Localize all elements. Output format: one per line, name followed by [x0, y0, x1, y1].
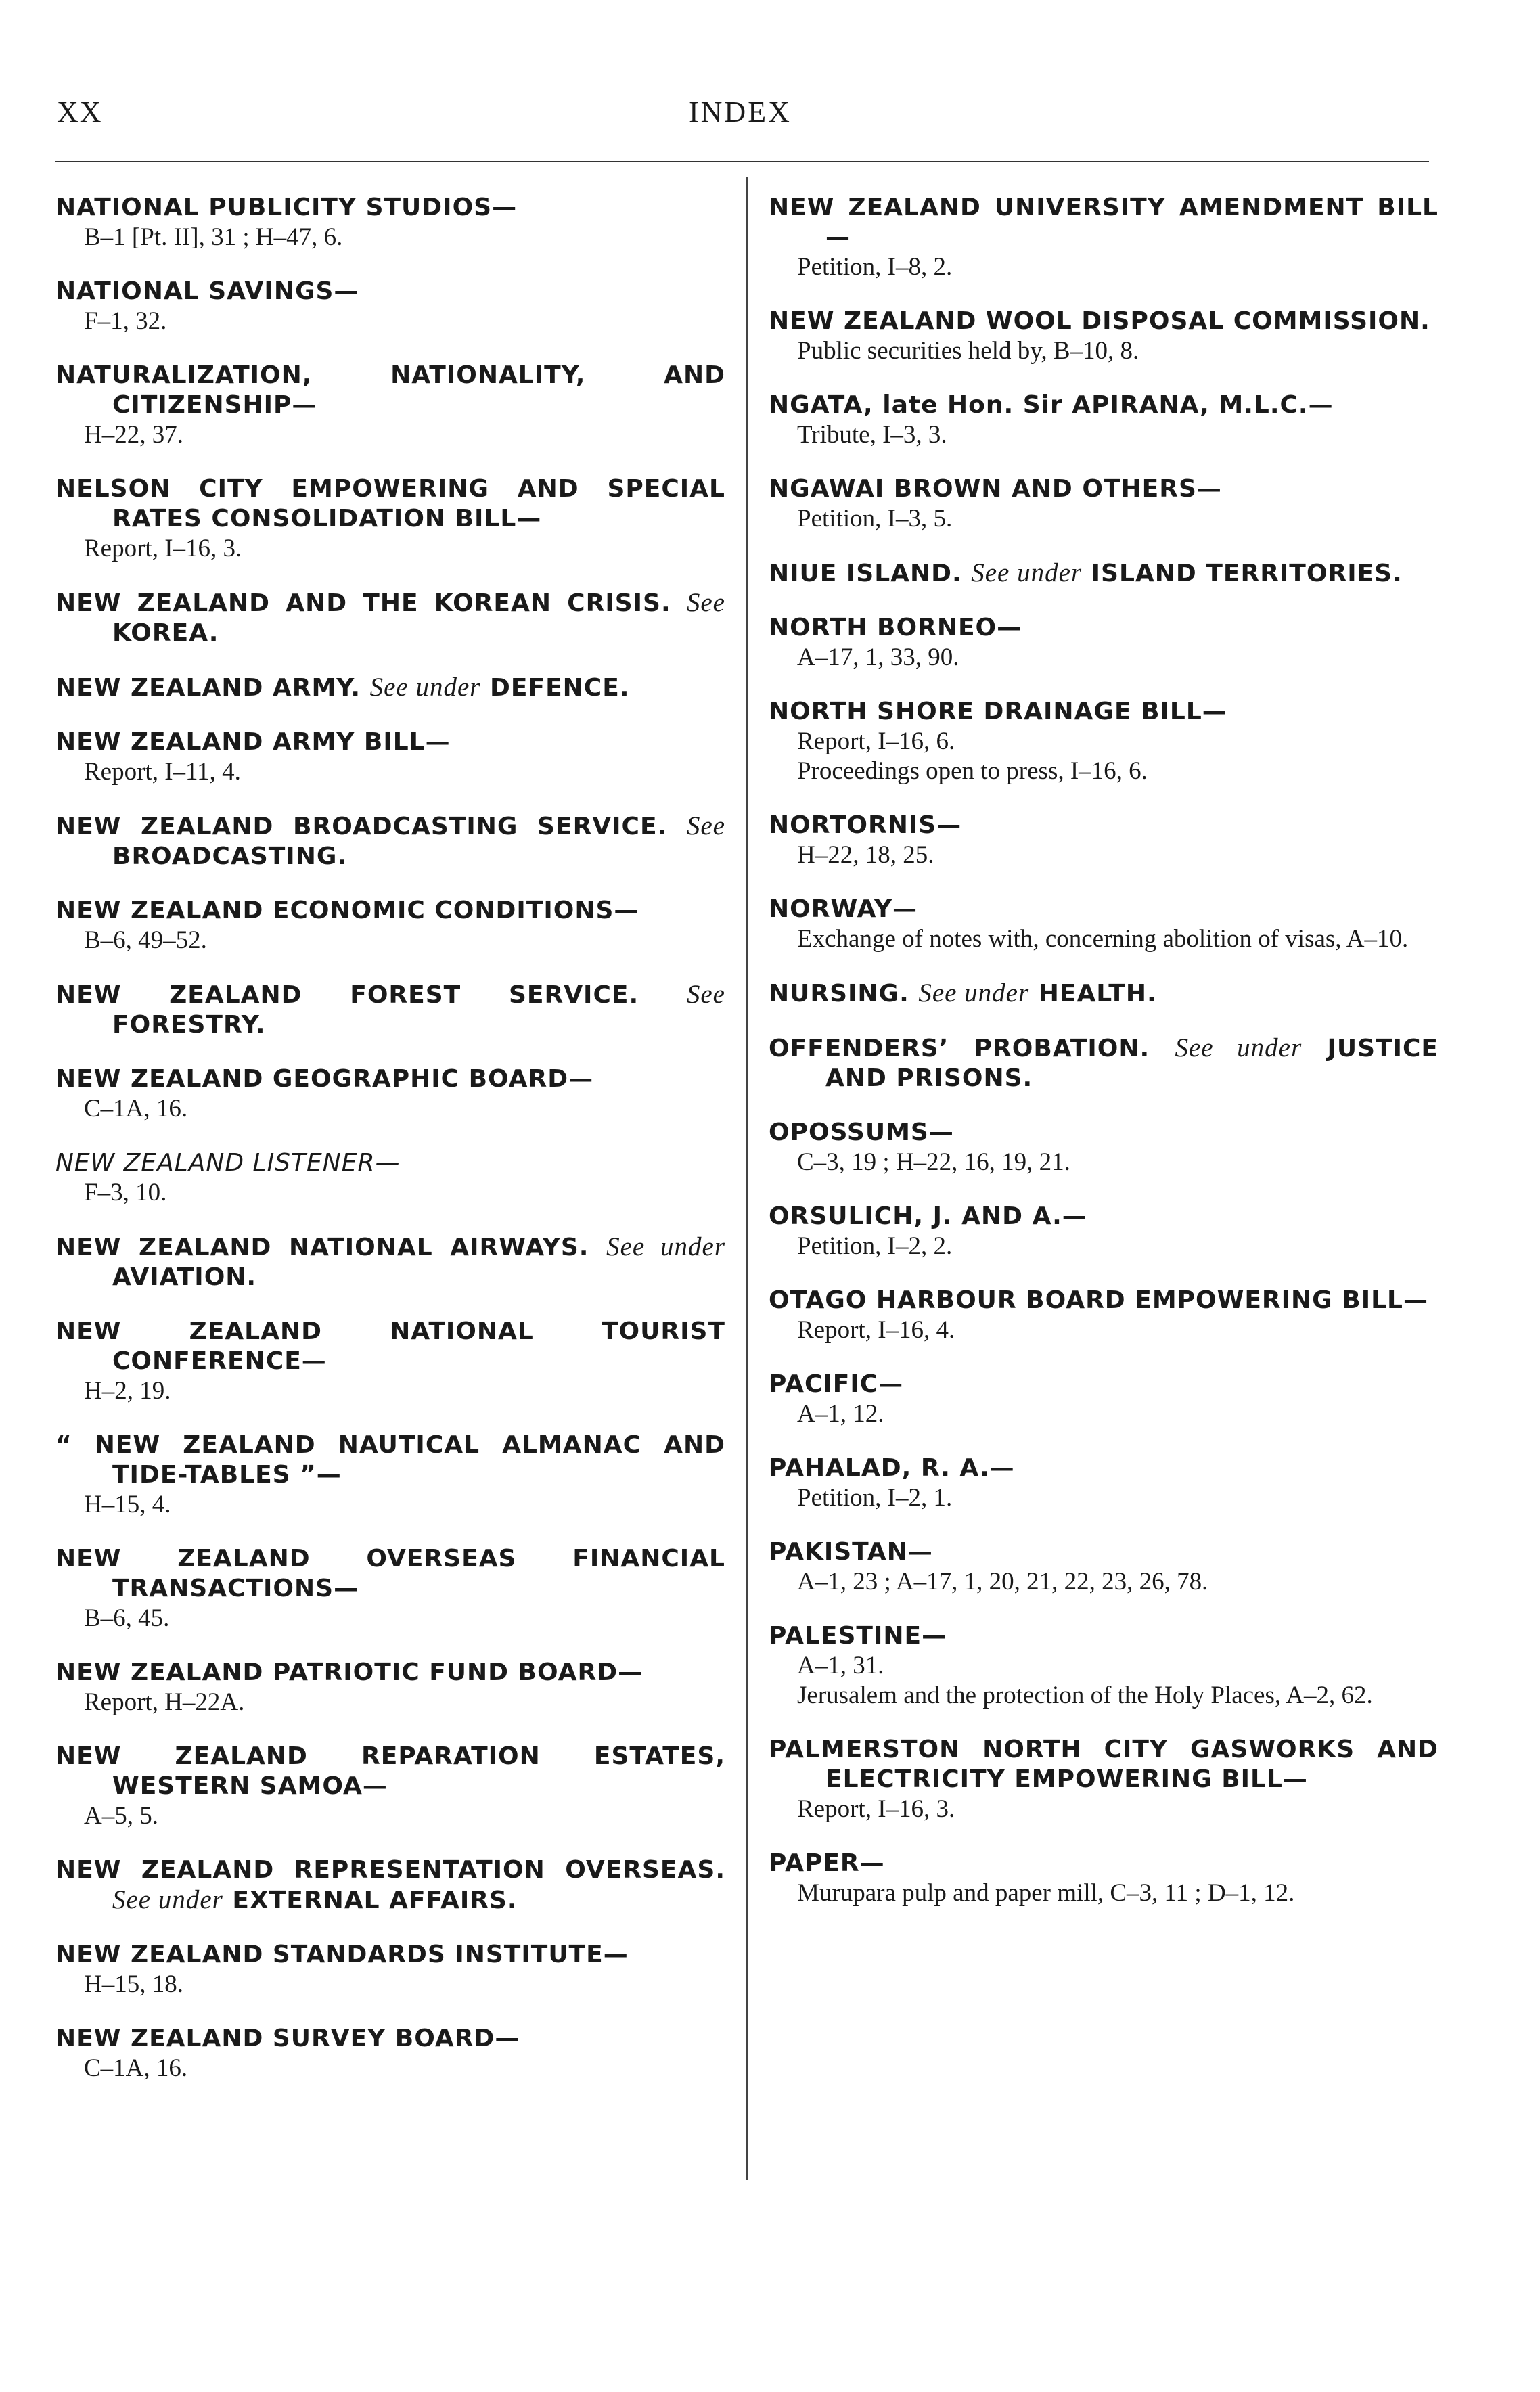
index-entry: [769, 1033, 1439, 1093]
see-reference: See under: [1175, 1033, 1303, 1062]
entry-heading: NEW ZEALAND ECONOMIC CONDITIONS—: [55, 897, 639, 924]
entry-reference: A–1, 12.: [797, 1400, 884, 1428]
header-rule: [55, 161, 1429, 162]
entry-heading: PAKISTAN—: [769, 1538, 933, 1566]
index-entry: [769, 811, 1439, 870]
cross-reference: DEFENCE.: [490, 674, 630, 702]
entry-heading: [55, 1855, 725, 1916]
index-entry: [55, 1064, 725, 1124]
entry-heading: PALMERSTON NORTH CITY GASWORKS AND ELECTRICITY EMPOWERING BILL—: [769, 1736, 1439, 1793]
entry-heading: PAPER—: [769, 1849, 885, 1877]
index-entry: [55, 588, 725, 648]
entry-heading: NEW ZEALAND WOOL DISPOSAL COMMISSION.: [769, 307, 1430, 335]
index-entry: [55, 1430, 725, 1520]
index-entry: [55, 1855, 725, 1916]
entry-heading: PALESTINE—: [769, 1622, 947, 1650]
entry-reference: Report, H–22A.: [84, 1688, 245, 1716]
see-reference: See under: [369, 673, 481, 702]
entry-heading: [55, 980, 725, 1040]
entry-reference: Proceedings open to press, I–16, 6.: [797, 757, 1148, 785]
index-entry: [769, 1370, 1439, 1429]
entry-heading: NORTORNIS—: [769, 811, 962, 839]
index-entry: [769, 193, 1439, 282]
heading-text: NEW ZEALAND FOREST SERVICE.: [55, 981, 639, 1009]
see-reference: See under: [971, 558, 1083, 587]
cross-reference: KOREA.: [112, 619, 219, 647]
index-entry: [769, 1118, 1439, 1177]
entry-reference: H–15, 4.: [84, 1491, 171, 1518]
column-divider: [746, 177, 748, 2180]
index-entry: [769, 1735, 1439, 1824]
entry-heading: NATIONAL PUBLICITY STUDIOS—: [55, 194, 518, 221]
entry-heading: NGATA, late Hon. Sir APIRANA, M.L.C.—: [769, 391, 1334, 419]
entry-reference: C–3, 19 ; H–22, 16, 19, 21.: [797, 1148, 1070, 1176]
index-entry: [769, 697, 1439, 786]
entry-reference: A–5, 5.: [84, 1802, 158, 1830]
entry-reference: H–2, 19.: [84, 1377, 171, 1405]
heading-text: NEW ZEALAND NATIONAL AIRWAYS.: [55, 1234, 589, 1261]
entry-reference: A–1, 23 ; A–17, 1, 20, 21, 22, 23, 26, 78.: [797, 1568, 1208, 1596]
entry-reference: A–1, 31.: [797, 1652, 884, 1679]
cross-reference: HEALTH.: [1038, 980, 1157, 1008]
see-reference: See: [686, 811, 725, 840]
page-title: INDEX: [689, 95, 792, 129]
heading-text: NEW ZEALAND BROADCASTING SERVICE.: [55, 813, 668, 840]
entry-reference: H–22, 18, 25.: [797, 841, 934, 869]
entry-reference: Report, I–16, 4.: [797, 1316, 955, 1344]
entry-heading: NEW ZEALAND UNIVERSITY AMENDMENT BILL—: [769, 194, 1439, 251]
index-entry: [55, 361, 725, 450]
entry-heading: NATURALIZATION, NATIONALITY, AND CITIZENSHIP—: [55, 361, 725, 419]
entry-heading: [55, 1232, 725, 1292]
entry-reference: B–6, 49–52.: [84, 926, 207, 954]
entry-heading: NGAWAI BROWN AND OTHERS—: [769, 475, 1222, 503]
entry-reference: Report, I–11, 4.: [84, 758, 241, 786]
index-entry: [769, 474, 1439, 534]
see-reference: See under: [918, 978, 1030, 1008]
entry-heading: [769, 558, 1439, 589]
index-entry: [55, 980, 725, 1040]
entry-heading: [55, 588, 725, 648]
entry-reference: Exchange of notes with, concerning abolition of visas, A–10.: [797, 925, 1409, 953]
index-entry: [769, 390, 1439, 450]
index-entry: [769, 1537, 1439, 1597]
see-reference: See under: [606, 1232, 725, 1261]
entry-reference: Report, I–16, 3.: [797, 1795, 955, 1823]
entry-heading: NEW ZEALAND STANDARDS INSTITUTE—: [55, 1941, 629, 1968]
entry-heading: [769, 1033, 1439, 1093]
entry-heading: NEW ZEALAND OVERSEAS FINANCIAL TRANSACTIONS—: [55, 1545, 725, 1602]
index-entry: [769, 1286, 1439, 1345]
cross-reference: BROADCASTING.: [112, 842, 348, 870]
entry-reference: Murupara pulp and paper mill, C–3, 11 ; D–1, 12.: [797, 1879, 1295, 1907]
heading-text: NEW ZEALAND ARMY.: [55, 674, 361, 702]
page-header: [0, 95, 1540, 135]
entry-heading: PAHALAD, R. A.—: [769, 1454, 1015, 1482]
entry-reference: Public securities held by, B–10, 8.: [797, 337, 1139, 365]
index-entry: [769, 613, 1439, 673]
entry-heading: NEW ZEALAND PATRIOTIC FUND BOARD—: [55, 1658, 643, 1686]
entry-reference: F–1, 32.: [84, 307, 167, 335]
index-entry: [55, 1544, 725, 1633]
index-entry: [769, 1621, 1439, 1711]
index-entry: [769, 1453, 1439, 1513]
see-reference: See under: [112, 1885, 223, 1914]
entry-reference: F–3, 10.: [84, 1179, 167, 1206]
entry-heading: NORTH BORNEO—: [769, 614, 1022, 641]
entry-reference: B–1 [Pt. II], 31 ; H–47, 6.: [84, 223, 343, 251]
index-entry: [769, 1202, 1439, 1261]
entry-reference: Report, I–16, 3.: [84, 535, 242, 562]
page-number: XX: [57, 95, 103, 129]
heading-text: NURSING.: [769, 980, 909, 1008]
index-entry: [769, 558, 1439, 589]
entry-heading: NORWAY—: [769, 895, 918, 923]
cross-reference: ISLAND TERRITORIES.: [1091, 560, 1403, 587]
index-entry: [55, 811, 725, 872]
index-entry: [55, 277, 725, 336]
see-reference: See: [686, 980, 725, 1009]
entry-reference: A–17, 1, 33, 90.: [797, 644, 959, 671]
index-entry: [55, 193, 725, 252]
index-entry: [55, 1232, 725, 1292]
see-reference: See: [686, 588, 725, 617]
right-column: [769, 193, 1439, 1908]
entry-heading: NEW ZEALAND REPARATION ESTATES, WESTERN SAMOA—: [55, 1742, 725, 1800]
index-entry: [55, 2024, 725, 2083]
entry-heading: NELSON CITY EMPOWERING AND SPECIAL RATES CONSOLIDATION BILL—: [55, 475, 725, 533]
index-entry: [769, 1849, 1439, 1908]
cross-reference: AVIATION.: [112, 1263, 257, 1291]
entry-reference: Tribute, I–3, 3.: [797, 421, 947, 449]
index-entry: [55, 673, 725, 703]
entry-heading: PACIFIC—: [769, 1370, 904, 1398]
heading-text: NIUE ISLAND.: [769, 560, 962, 587]
index-entry: [769, 895, 1439, 954]
entry-heading: NATIONAL SAVINGS—: [55, 277, 359, 305]
entry-heading: “ NEW ZEALAND NAUTICAL ALMANAC AND TIDE-TABLES ”—: [55, 1431, 725, 1489]
entry-heading: ORSULICH, J. AND A.—: [769, 1202, 1087, 1230]
entry-reference: C–1A, 16.: [84, 1095, 188, 1123]
entry-reference: H–15, 18.: [84, 1970, 183, 1998]
entry-heading: NEW ZEALAND NATIONAL TOURIST CONFERENCE—: [55, 1317, 725, 1375]
entry-reference: Report, I–16, 6.: [797, 727, 955, 755]
heading-text: NEW ZEALAND REPRESENTATION OVERSEAS.: [55, 1856, 725, 1884]
index-entry: [55, 1148, 725, 1208]
heading-text: OFFENDERS’ PROBATION.: [769, 1035, 1150, 1062]
entry-heading: [769, 978, 1439, 1009]
entry-heading: NEW ZEALAND LISTENER—: [55, 1149, 401, 1177]
entry-heading: [55, 673, 725, 703]
index-entry: [55, 474, 725, 564]
entry-heading: [55, 811, 725, 872]
left-column: [55, 193, 725, 2083]
entry-heading: NEW ZEALAND ARMY BILL—: [55, 728, 451, 756]
entry-heading: OPOSSUMS—: [769, 1119, 954, 1146]
index-entry: [55, 1658, 725, 1717]
entry-heading: NEW ZEALAND SURVEY BOARD—: [55, 2025, 520, 2052]
index-entry: [55, 1317, 725, 1406]
entry-reference: B–6, 45.: [84, 1604, 170, 1632]
heading-text: NEW ZEALAND AND THE KOREAN CRISIS.: [55, 589, 671, 617]
entry-heading: NORTH SHORE DRAINAGE BILL—: [769, 698, 1227, 725]
entry-reference: Petition, I–2, 1.: [797, 1484, 953, 1512]
index-entry: [769, 307, 1439, 366]
index-entry: [769, 978, 1439, 1009]
index-entry: [55, 1742, 725, 1831]
entry-heading: NEW ZEALAND GEOGRAPHIC BOARD—: [55, 1065, 594, 1093]
cross-reference: JUSTICE AND PRISONS.: [825, 1035, 1439, 1092]
entry-reference: Petition, I–8, 2.: [797, 253, 953, 281]
entry-reference: Jerusalem and the protection of the Holy Places, A–2, 62.: [797, 1682, 1373, 1709]
index-entry: [55, 727, 725, 787]
entry-reference: Petition, I–2, 2.: [797, 1232, 953, 1260]
cross-reference: EXTERNAL AFFAIRS.: [232, 1887, 518, 1914]
entry-reference: H–22, 37.: [84, 421, 183, 449]
cross-reference: FORESTRY.: [112, 1011, 266, 1039]
entry-heading: OTAGO HARBOUR BOARD EMPOWERING BILL—: [769, 1286, 1428, 1314]
entry-reference: Petition, I–3, 5.: [797, 505, 953, 533]
index-entry: [55, 896, 725, 955]
entry-reference: C–1A, 16.: [84, 2054, 188, 2082]
index-entry: [55, 1940, 725, 2000]
